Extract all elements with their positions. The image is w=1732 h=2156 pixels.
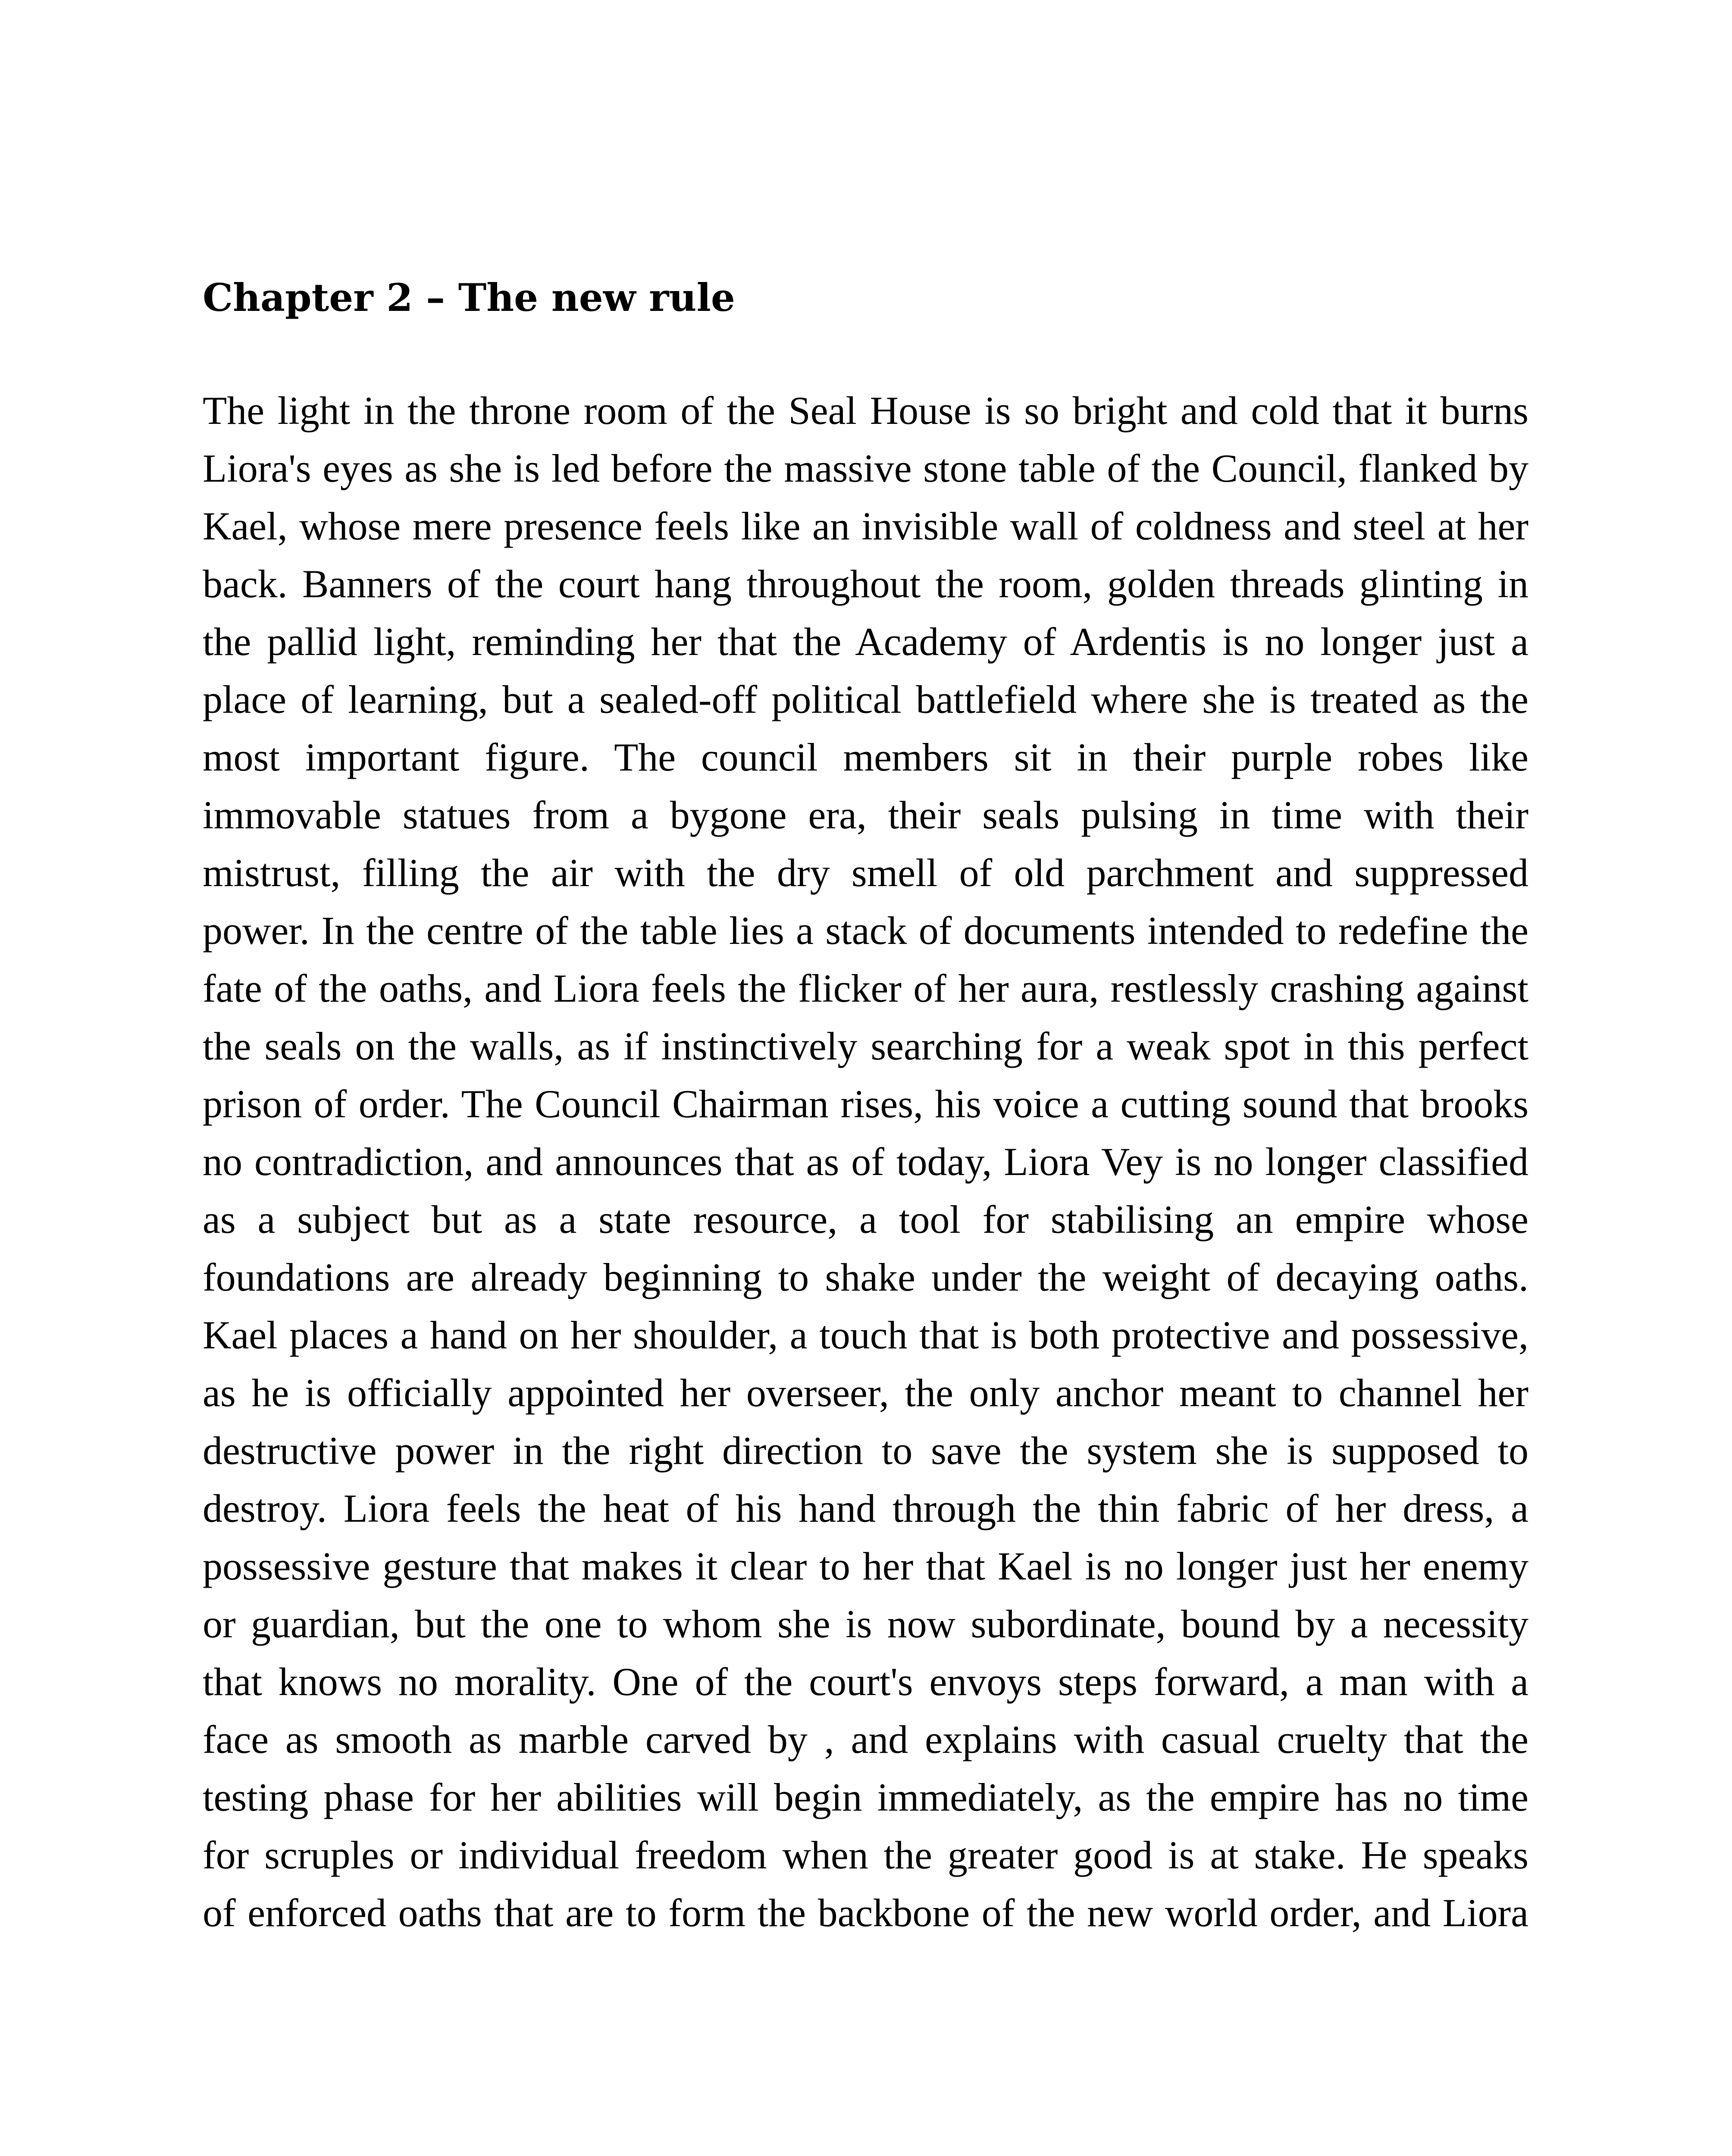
- body-line: for scruples or individual freedom when the greater good is at stake. He speaks: [203, 1833, 1528, 1877]
- body-line: destructive power in the right direction to save the system she is supposed to: [203, 1429, 1528, 1473]
- body-line: the pallid light, reminding her that the Academy of Ardentis is no longer just a: [203, 620, 1528, 664]
- chapter-title: Chapter 2 – The new rule: [203, 275, 735, 320]
- body-line: most important figure. The council members sit in their purple robes like: [203, 735, 1528, 779]
- body-line: immovable statues from a bygone era, their seals pulsing in time with their: [203, 793, 1528, 837]
- body-line: place of learning, but a sealed-off political battlefield where she is treated as the: [203, 677, 1528, 721]
- body-line: possessive gesture that makes it clear to her that Kael is no longer just her enemy: [203, 1544, 1528, 1588]
- body-line: mistrust, filling the air with the dry smell of old parchment and suppressed: [203, 851, 1528, 895]
- body-line: or guardian, but the one to whom she is now subordinate, bound by a necessity: [203, 1602, 1528, 1646]
- body-line: that knows no morality. One of the court's envoys steps forward, a man with a: [203, 1660, 1528, 1704]
- body-line: fate of the oaths, and Liora feels the flicker of her aura, restlessly crashing against: [203, 966, 1528, 1010]
- body-line: Liora's eyes as she is led before the massive stone table of the Council, flanked by: [203, 446, 1528, 490]
- chapter-body-paragraph: [203, 382, 1528, 1942]
- body-line: power. In the centre of the table lies a stack of documents intended to redefine the: [203, 909, 1528, 953]
- body-line: as a subject but as a state resource, a tool for stabilising an empire whose: [203, 1197, 1528, 1241]
- body-line: The light in the throne room of the Seal House is so bright and cold that it burns: [203, 389, 1528, 432]
- body-line: as he is officially appointed her overseer, the only anchor meant to channel her: [203, 1371, 1528, 1415]
- body-line: the seals on the walls, as if instinctively searching for a weak spot in this perfect: [203, 1024, 1528, 1068]
- body-line: back. Banners of the court hang throughout the room, golden threads glinting in: [203, 562, 1528, 606]
- body-line: foundations are already beginning to shake under the weight of decaying oaths.: [203, 1255, 1528, 1299]
- body-line: Kael places a hand on her shoulder, a touch that is both protective and possessive,: [203, 1313, 1528, 1357]
- body-line: prison of order. The Council Chairman rises, his voice a cutting sound that brooks: [203, 1082, 1528, 1126]
- body-line: no contradiction, and announces that as of today, Liora Vey is no longer classified: [203, 1140, 1528, 1184]
- body-line: of enforced oaths that are to form the backbone of the new world order, and Liora: [203, 1891, 1528, 1935]
- body-line: Kael, whose mere presence feels like an invisible wall of coldness and steel at her: [203, 504, 1528, 548]
- body-line: testing phase for her abilities will begin immediately, as the empire has no time: [203, 1775, 1528, 1819]
- body-line: destroy. Liora feels the heat of his hand through the thin fabric of her dress, a: [203, 1486, 1528, 1530]
- body-line: face as smooth as marble carved by , and explains with casual cruelty that the: [203, 1717, 1528, 1761]
